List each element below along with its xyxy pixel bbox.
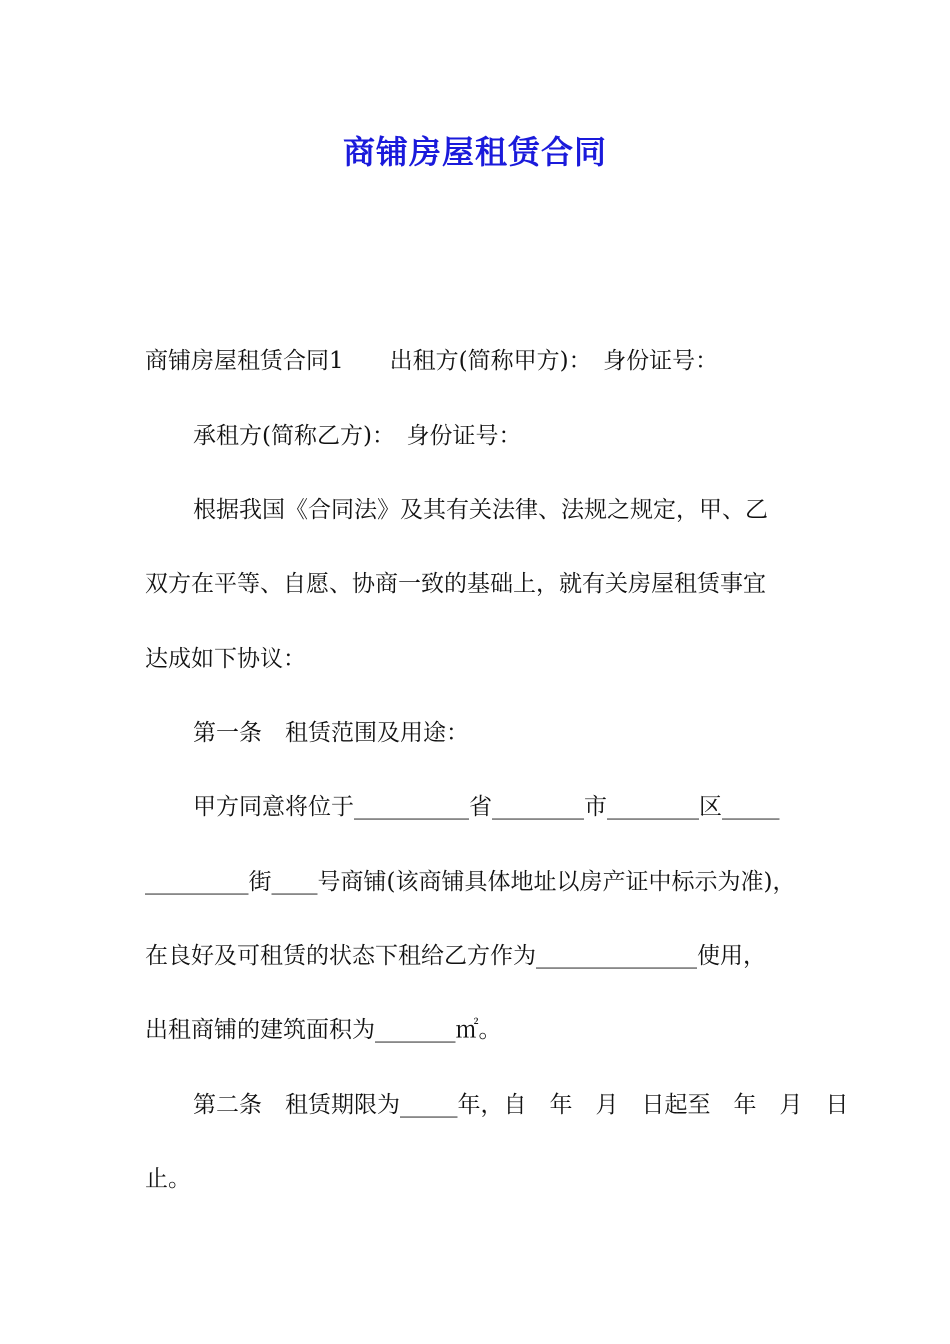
preamble-line-1: 根据我国《合同法》及其有关法律、法规之规定，甲、乙 [193,497,768,523]
article-1-line-3: 在良好及可租赁的状态下租给乙方作为______________使用， [145,943,766,969]
preamble-line-2: 双方在平等、自愿、协商一致的基础上，就有关房屋租赁事宜 [145,571,766,597]
document-title: 商铺房屋租赁合同 [342,133,607,171]
lessee-line: 承租方(简称乙方)： 身份证号： [193,423,522,449]
article-1-line-4: 出租商铺的建筑面积为_______㎡。 [145,1017,502,1043]
article-2-line-1: 第二条 租赁期限为_____年，自 年 月 日起至 年 月 日 [193,1092,849,1118]
contract-parties-line: 商铺房屋租赁合同1 出租方(简称甲方)： 身份证号： [145,348,719,374]
article-1-heading: 第一条 租赁范围及用途： [193,720,469,746]
preamble-line-3: 达成如下协议： [145,646,306,672]
article-2-line-2: 止。 [145,1166,191,1192]
article-1-line-1: 甲方同意将位于__________省________市________区_____ [193,794,780,820]
article-1-line-2: _________街____号商铺(该商铺具体地址以房产证中标示为准)， [145,869,796,895]
